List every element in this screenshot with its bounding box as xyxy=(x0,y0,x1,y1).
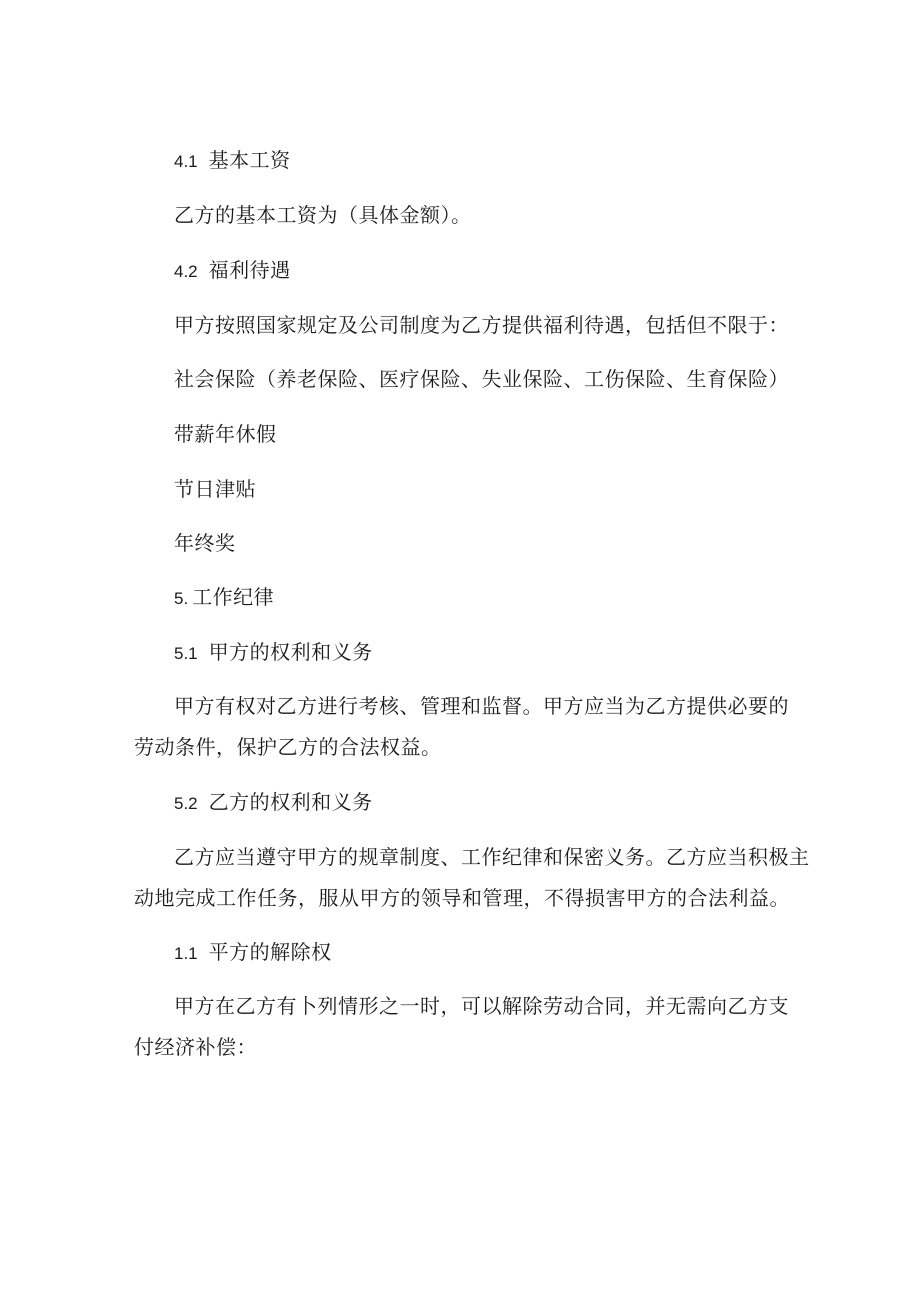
heading-4-2 xyxy=(174,260,291,280)
paragraph-benefits-intro: 甲方按照国家规定及公司制度为乙方提供福利待遇，包括但不限于： xyxy=(174,313,789,337)
paragraph-employer-rights-line-2: 劳动条件，保护乙方的合法权益。 xyxy=(134,735,442,759)
heading-title: 乙方的权利和义务 xyxy=(208,790,373,814)
heading-title: 工作纪律 xyxy=(192,585,275,609)
list-item-benefit: 年终奖 xyxy=(174,531,236,555)
list-item-benefit: 节日津贴 xyxy=(174,477,256,501)
heading-1-1 xyxy=(174,942,332,962)
heading-number: 1.1 xyxy=(174,944,198,963)
paragraph-termination-line-2: 付经济补偿： xyxy=(134,1035,257,1059)
paragraph-employer-rights-line-1: 甲方有权对乙方进行考核、管理和监督。甲方应当为乙方提供必要的 xyxy=(174,694,789,718)
heading-5 xyxy=(174,587,274,607)
paragraph-employee-duties-line-2: 动地完成工作任务，服从甲方的领导和管理，不得损害甲方的合法利益。 xyxy=(134,886,790,910)
heading-title: 福利待遇 xyxy=(208,258,291,282)
heading-number: 4.2 xyxy=(174,262,198,281)
paragraph-employee-duties-line-1: 乙方应当遵守甲方的规章制度、工作纪律和保密义务。乙方应当积极主 xyxy=(174,845,810,869)
heading-5-1 xyxy=(174,642,373,662)
heading-number: 4.1 xyxy=(174,152,198,171)
heading-title: 平方的解除权 xyxy=(208,940,332,964)
list-item-benefit: 带薪年休假 xyxy=(174,422,277,446)
paragraph-termination-line-1: 甲方在乙方有卜列情形之一时，可以解除劳动合同，并无需向乙方支 xyxy=(174,994,789,1018)
heading-title: 甲方的权利和义务 xyxy=(208,640,373,664)
heading-5-2 xyxy=(174,792,373,812)
heading-number: 5.1 xyxy=(174,644,198,663)
heading-4-1 xyxy=(174,150,291,170)
heading-number: 5. xyxy=(174,589,189,608)
paragraph-base-salary: 乙方的基本工资为（具体金额）。 xyxy=(174,203,472,227)
heading-title: 基本工资 xyxy=(208,148,291,172)
list-item-benefit: 社会保险（养老保险、医疗保险、失业保险、工伤保险、生育保险） xyxy=(174,367,789,391)
heading-number: 5.2 xyxy=(174,794,198,813)
